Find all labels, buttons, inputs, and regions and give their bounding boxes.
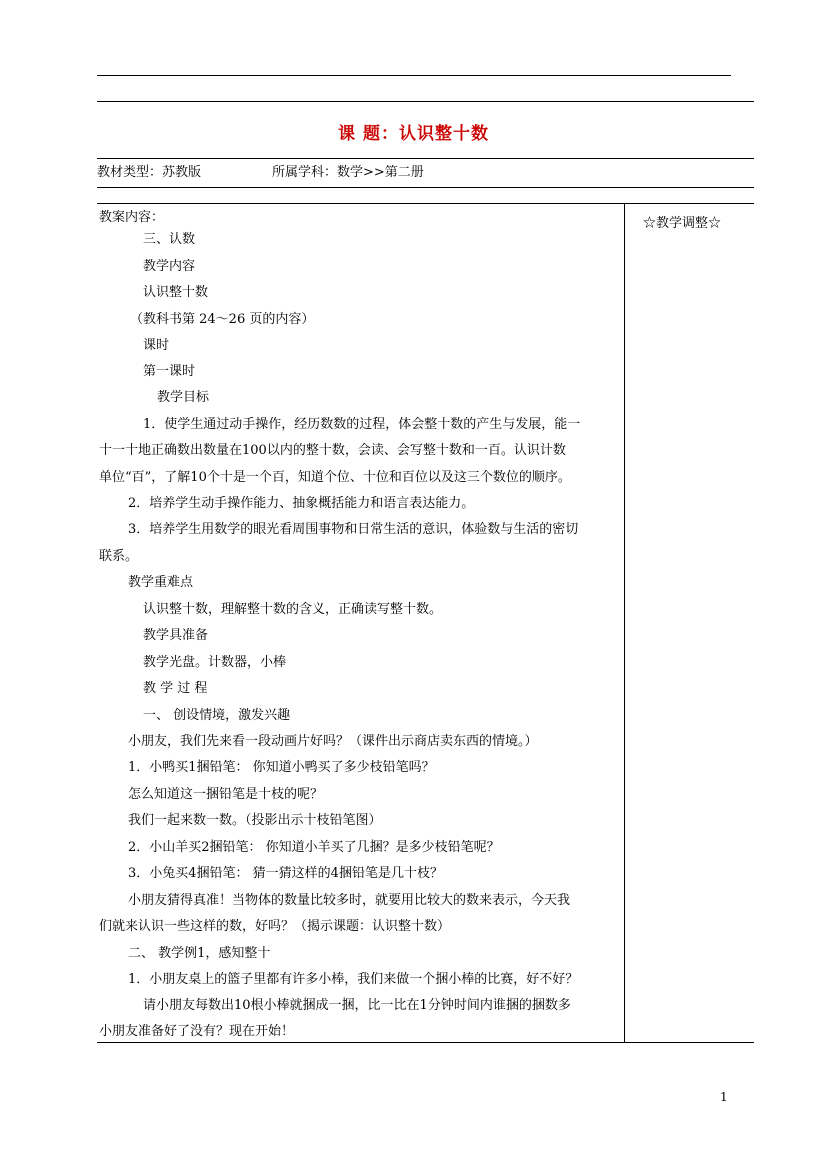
content-line: 教学光盘。计数器，小棒 (143, 655, 287, 670)
content-line: 认识整十数，理解整十数的含义，正确读写整十数。 (143, 602, 443, 617)
material-type: 教材类型：苏教版 (97, 165, 202, 180)
content-line: 教 学 过 程 (143, 681, 208, 696)
content-line: 1．小朋友桌上的篮子里都有许多小棒，我们来做一个捆小棒的比赛，好不好？ (128, 972, 579, 987)
content-label: 教案内容： (99, 210, 165, 225)
content-line: 认识整十数 (143, 285, 209, 300)
content-line: 三、认数 (143, 232, 196, 247)
content-line: 课时 (143, 338, 170, 353)
content-line: 我们一起来数一数。（投影出示十枝铅笔图） (128, 813, 382, 828)
subject: 所属学科：数学>>第二册 (272, 165, 424, 180)
table-divider (624, 203, 625, 1042)
content-line: 小朋友，我们先来看一段动画片好吗？（课件出示商店卖东西的情境。） (128, 734, 538, 749)
table-bottom-border (97, 1042, 754, 1043)
content-line: 2．小山羊买2捆铅笔： 你知道小羊买了几捆？是多少枝铅笔呢？ (128, 840, 500, 855)
content-line: 1．小鸭买1捆铅笔： 你知道小鸭买了多少枝铅笔吗？ (128, 760, 435, 775)
teaching-adjustment-label: ☆教学调整☆ (643, 216, 722, 231)
table-top-border (97, 203, 754, 204)
content-line: 单位“百”，了解10个十是一个百，知道个位、十位和百位以及这三个数位的顺序。 (99, 470, 571, 485)
content-line: 小朋友准备好了没有？现在开始！ (99, 1024, 295, 1039)
meta-underline (97, 187, 754, 188)
header-top-rule (97, 75, 731, 76)
content-line: 教学目标 (157, 390, 210, 405)
content-line: 一、 创设情境，激发兴趣 (143, 708, 291, 723)
content-line: 教学内容 (143, 259, 196, 274)
content-line: （教科书第 24～26 页的内容） (130, 312, 315, 327)
content-line: 怎么知道这一捆铅笔是十枝的呢？ (128, 787, 324, 802)
content-line: 二、 教学例1，感知整十 (128, 946, 271, 961)
title-underline (97, 158, 754, 159)
content-line: 教学重难点 (128, 575, 194, 590)
page-title: 课 题：认识整十数 (338, 124, 489, 144)
content-line: 3．小兔买4捆铅笔： 猜一猜这样的4捆铅笔是几十枝？ (128, 866, 443, 881)
content-line: 3．培养学生用数学的眼光看周围事物和日常生活的意识，体验数与生活的密切 (128, 522, 579, 537)
content-line: 联系。 (99, 549, 139, 564)
content-line: 十一十地正确数出数量在100以内的整十数，会读、会写整十数和一百。认识计数 (99, 443, 566, 458)
content-line: 们就来认识一些这样的数，好吗？（揭示课题：认识整十数） (99, 919, 451, 934)
header-bottom-rule (97, 101, 754, 102)
page-number: 1 (720, 1090, 728, 1104)
content-line: 2．培养学生动手操作能力、抽象概括能力和语言表达能力。 (128, 496, 475, 511)
content-line: 请小朋友每数出10根小棒就捆成一捆，比一比在1分钟时间内谁捆的捆数多 (143, 998, 571, 1013)
content-line: 教学具准备 (143, 628, 209, 643)
content-line: 第一课时 (143, 364, 196, 379)
content-line: 小朋友猜得真准！当物体的数量比较多时，就要用比较大的数来表示，今天我 (128, 893, 571, 908)
content-line: 1．使学生通过动手操作，经历数数的过程，体会整十数的产生与发展，能一 (143, 417, 581, 432)
